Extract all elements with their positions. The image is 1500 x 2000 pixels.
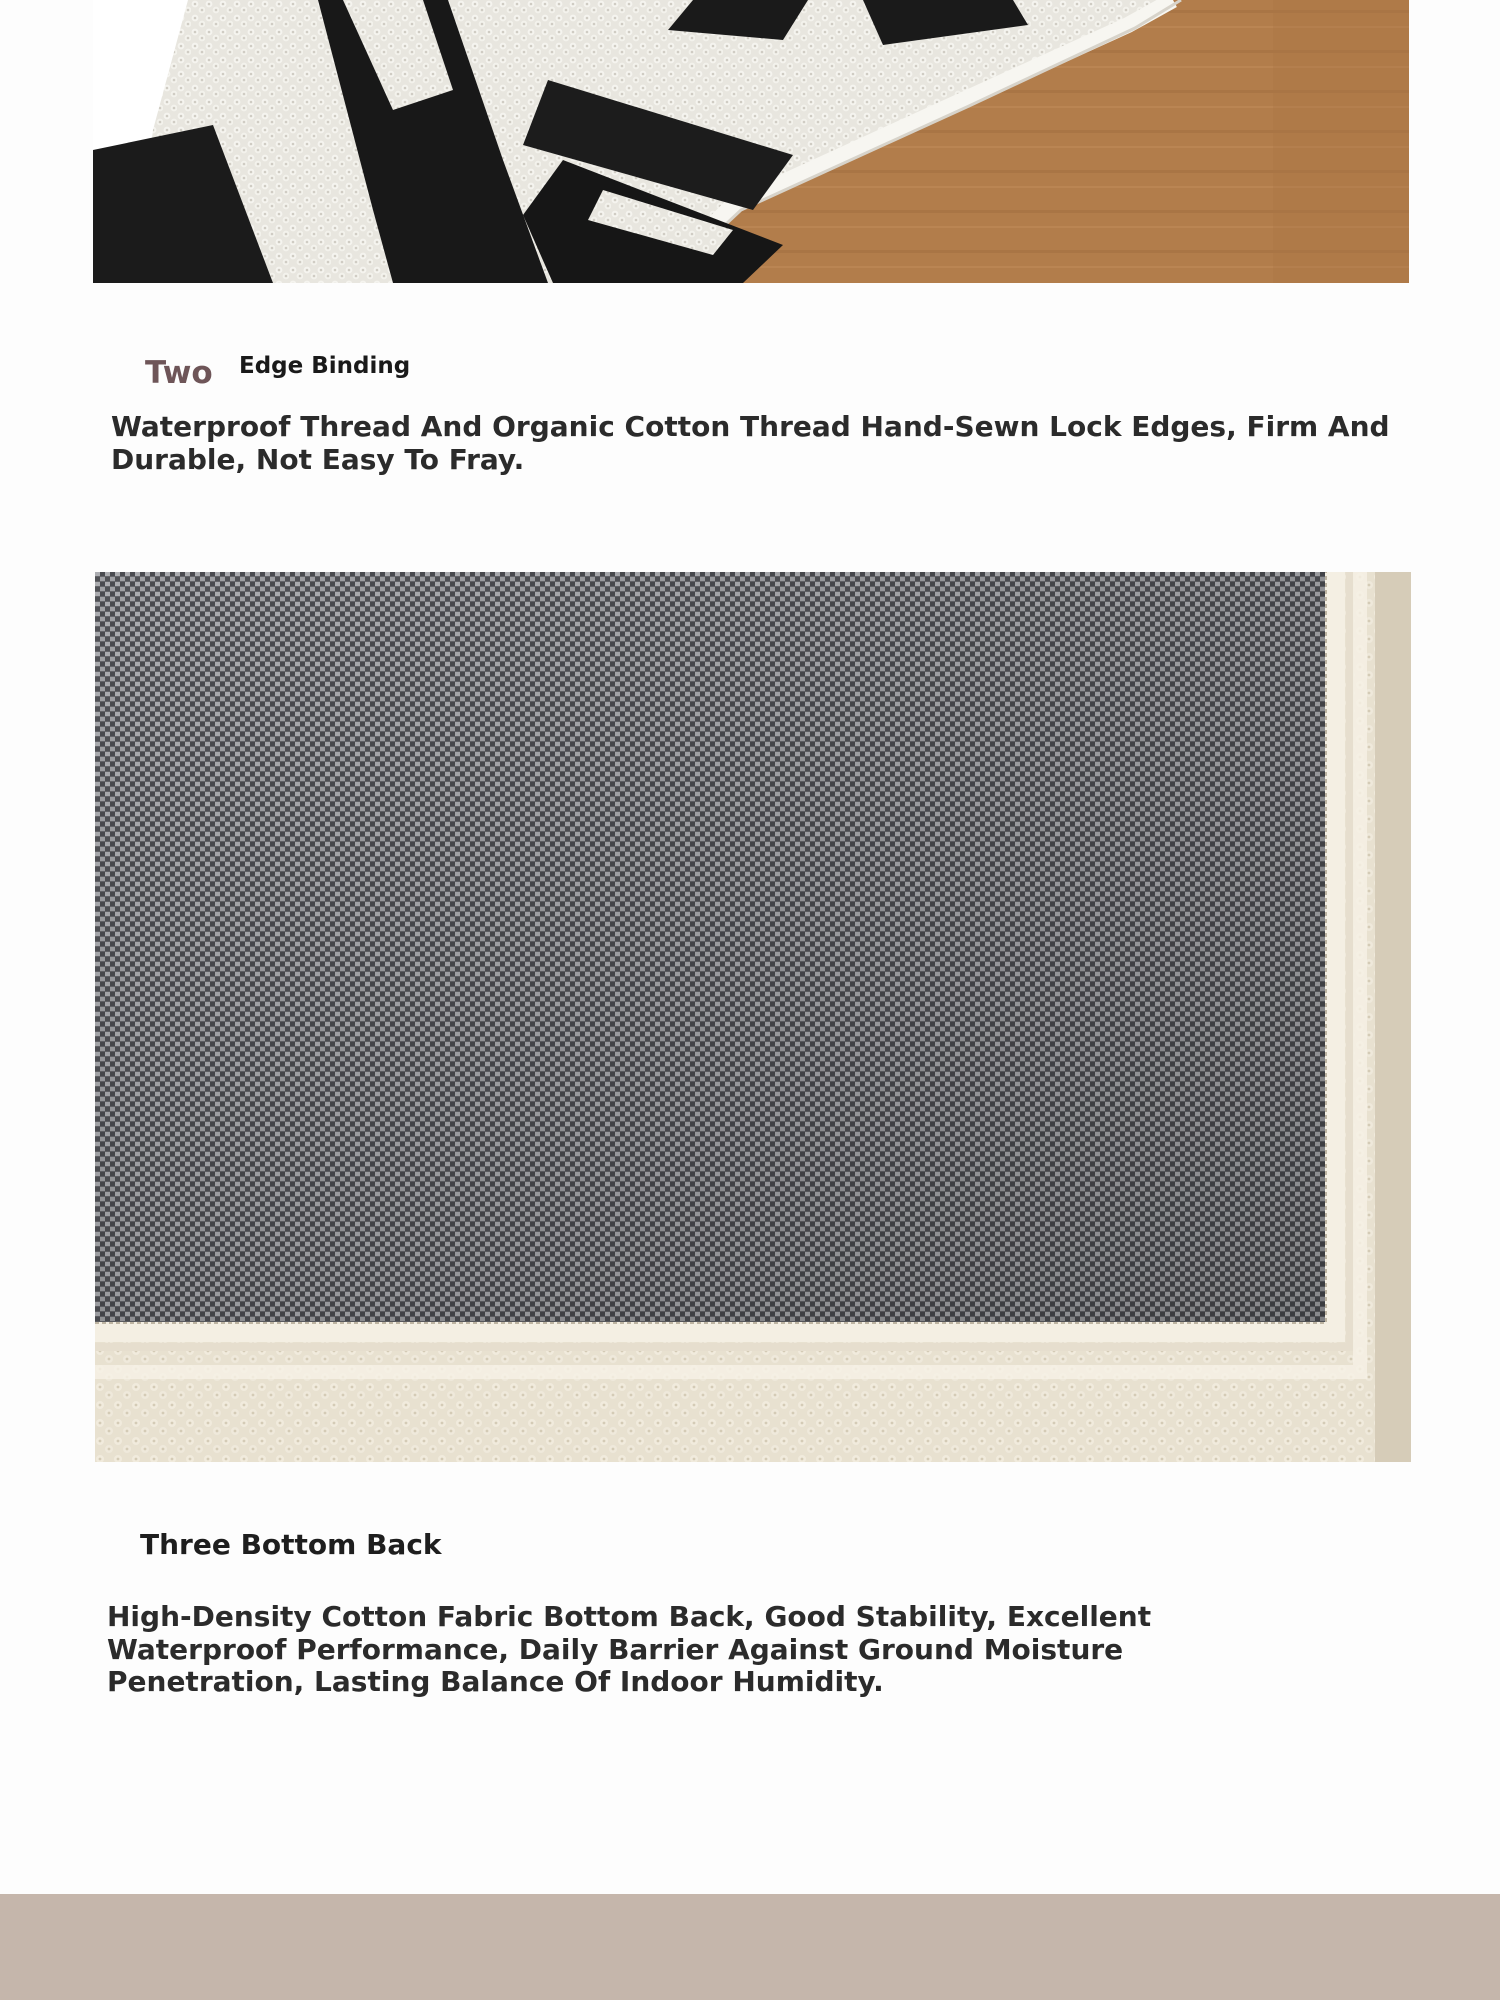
section-number: Two [145,355,213,391]
rug-edge-photo [93,0,1409,283]
rug-backing-photo [95,572,1411,1462]
section-description: High-Density Cotton Fabric Bottom Back, Good Stability, Excellent Waterproof Performance, Daily Barrier Against Ground Moisture Penetration, Lasting Balance Of Indoor Humidity. [107,1600,1152,1698]
section-description: Waterproof Thread And Organic Cotton Thread Hand-Sewn Lock Edges, Firm And Durable, Not Easy To Fray. [111,410,1390,476]
section-title: Three Bottom Back [140,1528,442,1561]
section-title: Edge Binding [239,353,411,379]
footer-band [0,1894,1500,2000]
